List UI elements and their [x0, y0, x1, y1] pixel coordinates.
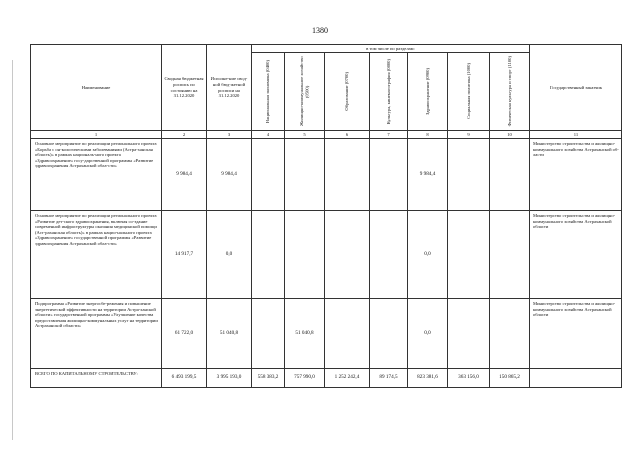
column-number: 6: [325, 131, 370, 139]
row-section-0900: 0,0: [408, 211, 448, 299]
row-section-0900: 0,0: [408, 299, 448, 369]
total-section-0500: 757 990,0: [285, 369, 325, 387]
column-number: 11: [530, 131, 622, 139]
header-section-0800: Культура, кинематография (0800): [370, 53, 408, 131]
row-section-0400: [252, 211, 285, 299]
row-section-0400: [252, 299, 285, 369]
row-section-1000: [448, 211, 490, 299]
row-section-0500: 51 040,8: [285, 299, 325, 369]
row-section-1100: [490, 139, 530, 211]
column-number: 1: [31, 131, 162, 139]
row-budget-plan: 9 984,4: [162, 139, 207, 211]
total-section-0700: 1 252 242,4: [325, 369, 370, 387]
page-number: 1380: [312, 26, 328, 35]
row-budget-plan: 14 917,7: [162, 211, 207, 299]
header-section-0700: Образование (0700): [325, 53, 370, 131]
total-section-0400: 558 383,2: [252, 369, 285, 387]
header-budget-plan: Сводная бюджетная роспись по состоянию на 31.12.2020: [162, 45, 207, 131]
column-number: 10: [490, 131, 530, 139]
total-section-0900: 823 381,6: [408, 369, 448, 387]
row-customer: Министерство строительства и жилищно-коммунального хозяйства Астраханской области: [530, 299, 622, 369]
header-name: Наименование: [31, 45, 162, 131]
row-customer: Министерство строительства и жилищно-коммунального хозяйства Астраханской области: [530, 211, 622, 299]
row-budget-plan: 61 722,0: [162, 299, 207, 369]
row-section-0800: [370, 211, 408, 299]
row-customer: Министерство строительства и жилищно-коммунального хозяйства Астраханской об-ласти: [530, 139, 622, 211]
column-number: 3: [207, 131, 252, 139]
header-section-0400: Национальная экономика (0400): [252, 53, 285, 131]
total-section-1000: 363 156,0: [448, 369, 490, 387]
row-section-0700: [325, 211, 370, 299]
total-section-0800: 89 174,5: [370, 369, 408, 387]
header-section-0900: Здравоохранение (0900): [408, 53, 448, 131]
column-number: 5: [285, 131, 325, 139]
row-section-0900: 9 984,4: [408, 139, 448, 211]
row-section-0500: [285, 211, 325, 299]
column-number: 7: [370, 131, 408, 139]
total-budget-execution: 3 995 193,0: [207, 369, 252, 387]
row-section-0800: [370, 139, 408, 211]
column-number: 9: [448, 131, 490, 139]
total-customer: [530, 369, 622, 387]
row-section-0700: [325, 139, 370, 211]
total-label: ВСЕГО ПО КАПИТАЛЬНОМУ СТРОИТЕЛЬСТВУ:: [31, 369, 162, 387]
row-section-1000: [448, 139, 490, 211]
header-customer: Государственный заказчик: [530, 45, 622, 131]
row-name: Основное мероприятие по реализации регионального проекта «Борьба с он-кологическими заболеваниями (Астра-ханская область)» в рамках националь-ного проекта «Здравоохранение» госу-дарственной программы «Развитие здравоохранения Астраханской обла-сти»: [31, 139, 162, 211]
header-section-0500: Жилищно-коммунальное хозяйство (0500): [285, 53, 325, 131]
row-budget-execution: 0,0: [207, 211, 252, 299]
row-section-0500: [285, 139, 325, 211]
row-section-1100: [490, 299, 530, 369]
header-section-1100: Физическая культура и спорт (1100): [490, 53, 530, 131]
row-section-0400: [252, 139, 285, 211]
capital-construction-table: [30, 44, 622, 388]
header-section-1000: Социальная политика (1000): [448, 53, 490, 131]
row-budget-execution: 9 984,4: [207, 139, 252, 211]
column-number: 8: [408, 131, 448, 139]
row-section-1000: [448, 299, 490, 369]
header-budget-execution: Исполне-ние свод-ной бюд-жетной росписи на 31.12.2020: [207, 45, 252, 131]
row-name: Подпрограмма «Развитие энергосбе-режения и повышение энергетической эффективности на территории Астра-ханской области» государственной программы «Улучшение качества предоставления жилищно-коммунальных услуг на территории Астраханской области»: [31, 299, 162, 369]
row-name: Основное мероприятие по реализации регионального проекта «Развитие дет-ского здравоохранения, включая со-здание современной инфраструктуры оказания медицинской помощи (Аст-раханская область)» в рамках нацио-нального проекта «Здравоохранение» государственной программы «Развитие здравоохранения Астраханской обла-сти»: [31, 211, 162, 299]
scan-margin-line: [12, 60, 13, 440]
column-number: 2: [162, 131, 207, 139]
row-section-0800: [370, 299, 408, 369]
column-number: 4: [252, 131, 285, 139]
row-budget-execution: 51 040,8: [207, 299, 252, 369]
row-section-1100: [490, 211, 530, 299]
total-budget-plan: 6 493 199,5: [162, 369, 207, 387]
total-section-1100: 150 865,2: [490, 369, 530, 387]
header-by-sections: в том числе по разделам:: [252, 45, 530, 53]
row-section-0700: [325, 299, 370, 369]
